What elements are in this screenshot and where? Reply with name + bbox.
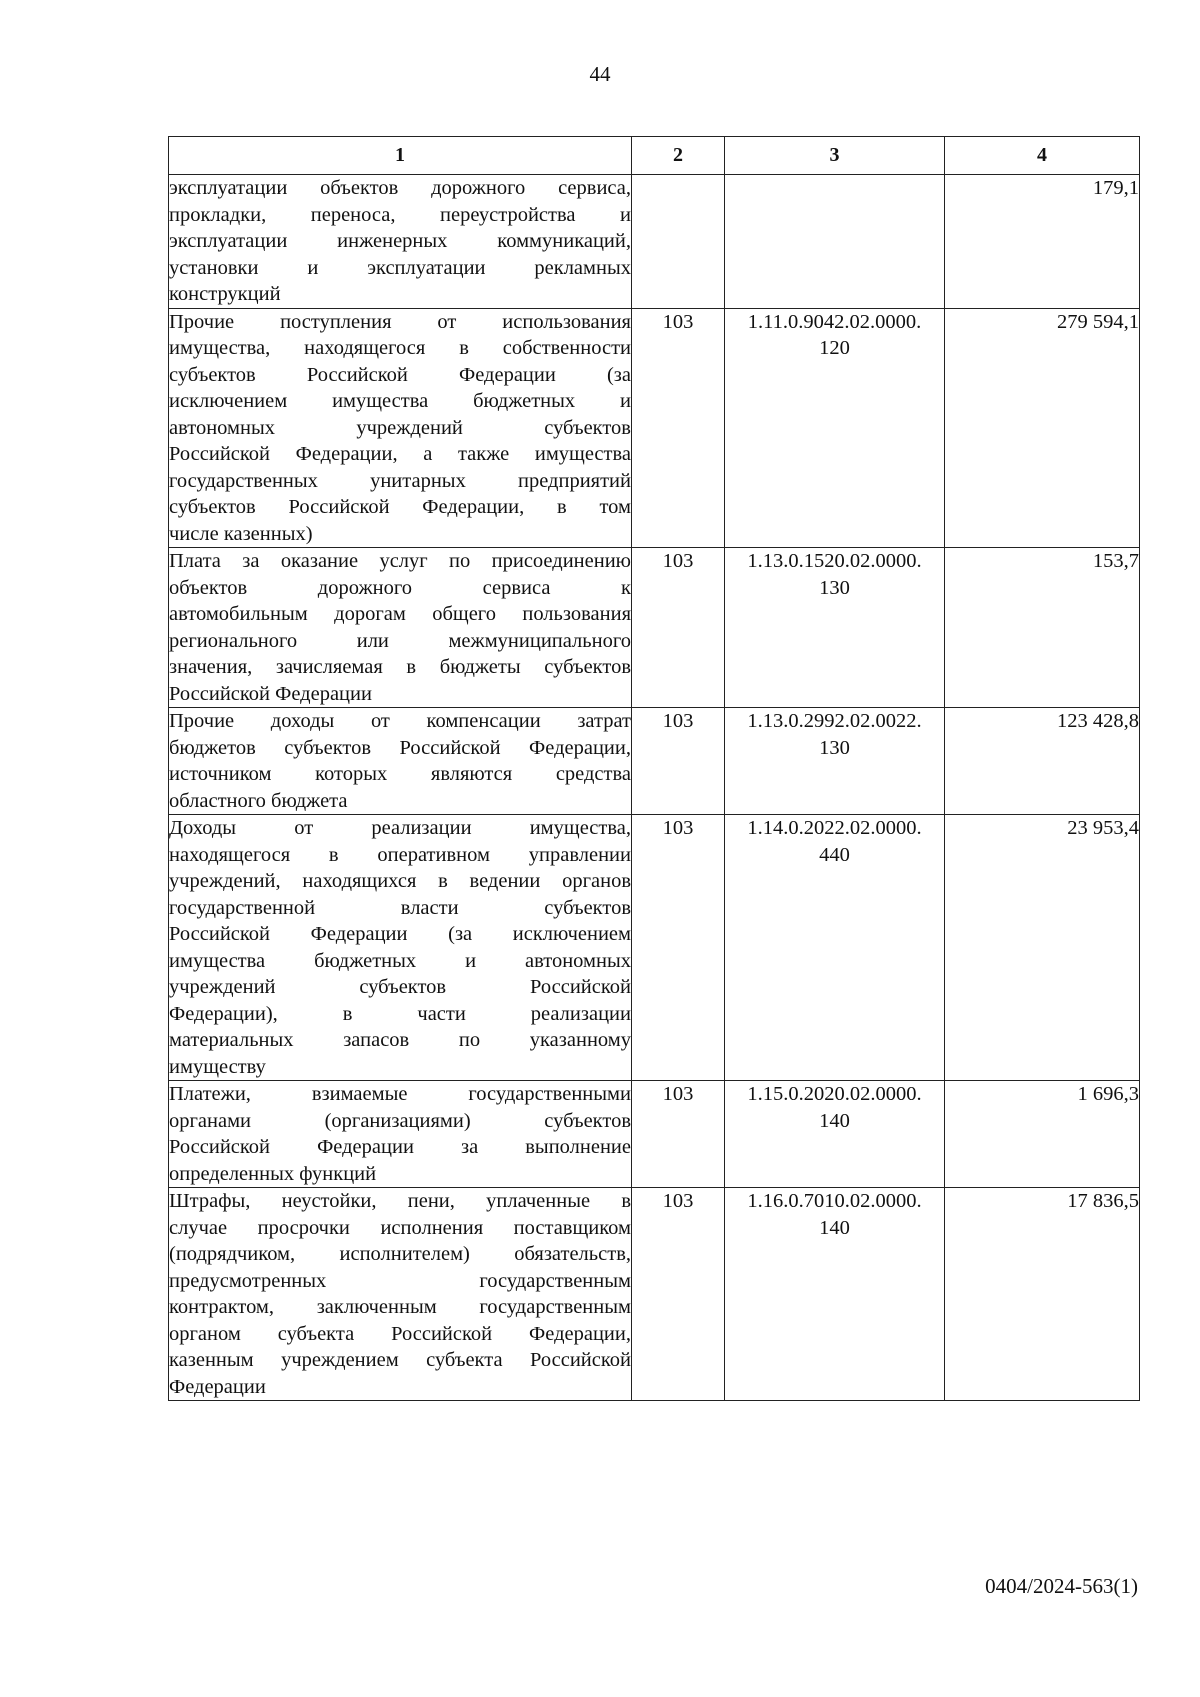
- revenue-name-line: исключением имущества бюджетных и: [169, 390, 631, 412]
- revenue-name-line: (подрядчиком, исполнителем) обязательств,: [169, 1243, 631, 1265]
- column-header-2: 2: [632, 137, 725, 175]
- amount-cell: 17 836,5: [945, 1188, 1140, 1401]
- revenue-name-line: Российской Федерации: [169, 682, 372, 705]
- amount-cell: 1 696,3: [945, 1081, 1140, 1188]
- column-header-4: 4: [945, 137, 1140, 175]
- revenue-name-line: учреждений, находящихся в ведении органов: [169, 870, 631, 892]
- column-header-3: 3: [725, 137, 945, 175]
- classification-code-line: 1.15.0.2020.02.0000.: [747, 1083, 922, 1105]
- administrator-code-cell: 103: [632, 548, 725, 708]
- classification-code-cell: [725, 308, 945, 548]
- revenue-name-line: материальных запасов по указанному: [169, 1029, 631, 1051]
- classification-code-line: 440: [819, 843, 850, 866]
- administrator-code-cell: 103: [632, 708, 725, 815]
- revenue-name-line: государственной власти субъектов: [169, 896, 631, 919]
- amount-cell: 23 953,4: [945, 815, 1140, 1081]
- revenue-name-line: имуществу: [169, 1055, 266, 1078]
- classification-code-line: 130: [819, 736, 850, 759]
- classification-code-line: 1.16.0.7010.02.0000.: [747, 1190, 922, 1212]
- table-row: [169, 175, 1140, 309]
- revenue-name-line: контрактом, заключенным государственным: [169, 1296, 631, 1318]
- administrator-code-cell: [632, 175, 725, 309]
- revenue-name-cell: [169, 708, 632, 815]
- classification-code-cell: [725, 548, 945, 708]
- revenue-name-line: Прочие доходы от компенсации затрат: [169, 710, 631, 732]
- classification-code-line: 1.14.0.2022.02.0000.: [747, 817, 922, 839]
- classification-code-line: 140: [819, 1216, 850, 1239]
- classification-code-line: 130: [819, 576, 850, 599]
- revenue-name-line: Прочие поступления от использования: [169, 310, 631, 333]
- page-number: 44: [589, 62, 611, 86]
- revenue-name-line: случае просрочки исполнения поставщиком: [169, 1216, 631, 1239]
- administrator-code-cell: 103: [632, 1081, 725, 1188]
- amount-cell: 153,7: [945, 548, 1140, 708]
- revenue-name-cell: [169, 548, 632, 708]
- table-row: [169, 708, 1140, 815]
- revenue-name-line: органами (организациями) субъектов: [169, 1109, 631, 1132]
- classification-code-line: 120: [819, 337, 850, 359]
- revenue-name-line: бюджетов субъектов Российской Федерации,: [169, 736, 631, 759]
- revenue-name-line: Плата за оказание услуг по присоединению: [169, 550, 631, 572]
- table-row: [169, 815, 1140, 1081]
- revenue-name-line: субъектов Российской Федерации (за: [169, 363, 631, 386]
- classification-code-cell: [725, 1188, 945, 1401]
- revenue-name-line: предусмотренных государственным: [169, 1269, 631, 1292]
- administrator-code-cell: 103: [632, 308, 725, 548]
- revenue-name-line: Доходы от реализации имущества,: [169, 817, 631, 839]
- document-code: 0404/2024-563(1): [985, 1574, 1138, 1598]
- table-row: [169, 1081, 1140, 1188]
- classification-code-line: 1.13.0.1520.02.0000.: [747, 550, 922, 572]
- classification-code-cell: [725, 1081, 945, 1188]
- revenue-name-cell: [169, 175, 632, 309]
- amount-cell: 123 428,8: [945, 708, 1140, 815]
- classification-code-line: 1.13.0.2992.02.0022.: [747, 710, 922, 732]
- table-body: [169, 175, 1140, 1401]
- revenue-name-line: Российской Федерации (за исключением: [169, 923, 631, 945]
- revenue-name-line: автономных учреждений субъектов: [169, 416, 631, 439]
- revenue-name-line: Штрафы, неустойки, пени, уплаченные в: [169, 1190, 631, 1212]
- column-header-1: 1: [169, 137, 632, 175]
- amount-cell: 279 594,1: [945, 308, 1140, 548]
- revenue-name-line: эксплуатации объектов дорожного сервиса,: [169, 177, 631, 199]
- revenue-name-line: автомобильным дорогам общего пользования: [169, 603, 631, 625]
- revenue-name-line: Федерации), в части реализации: [169, 1002, 631, 1025]
- revenue-name-line: определенных функций: [169, 1162, 377, 1185]
- classification-code-line: 140: [819, 1109, 850, 1132]
- revenue-name-line: объектов дорожного сервиса к: [169, 576, 631, 599]
- revenue-name-cell: [169, 1188, 632, 1401]
- revenue-name-line: имущества, находящегося в собственности: [169, 337, 631, 359]
- revenue-name-line: органом субъекта Российской Федерации,: [169, 1322, 631, 1345]
- revenue-name-line: числе казенных): [169, 522, 313, 545]
- classification-code-cell: [725, 815, 945, 1081]
- revenue-name-line: государственных унитарных предприятий: [169, 469, 631, 492]
- revenue-name-line: установки и эксплуатации рекламных: [169, 256, 631, 279]
- classification-code-line: 1.11.0.9042.02.0000.: [747, 310, 922, 333]
- revenue-name-cell: [169, 815, 632, 1081]
- table-header-row: [169, 137, 1140, 175]
- revenue-name-line: субъектов Российской Федерации, в том: [169, 496, 631, 518]
- revenue-name-line: регионального или межмуниципального: [169, 629, 631, 652]
- revenue-name-line: источником которых являются средства: [169, 763, 631, 785]
- classification-code-cell: [725, 175, 945, 309]
- administrator-code-cell: 103: [632, 815, 725, 1081]
- revenue-name-cell: [169, 1081, 632, 1188]
- revenue-name-line: Федерации: [169, 1375, 266, 1398]
- revenue-name-line: конструкций: [169, 283, 281, 305]
- administrator-code-cell: 103: [632, 1188, 725, 1401]
- classification-code-cell: [725, 708, 945, 815]
- amount-cell: 179,1: [945, 175, 1140, 309]
- revenue-table: [168, 136, 1140, 1401]
- revenue-name-line: имущества бюджетных и автономных: [169, 949, 631, 972]
- revenue-name-line: значения, зачисляемая в бюджеты субъектов: [169, 656, 631, 678]
- revenue-name-line: Российской Федерации за выполнение: [169, 1136, 631, 1158]
- revenue-name-line: Российской Федерации, а также имущества: [169, 443, 631, 465]
- revenue-name-line: эксплуатации инженерных коммуникаций,: [169, 230, 631, 252]
- revenue-name-line: находящегося в оперативном управлении: [169, 843, 631, 866]
- revenue-name-cell: [169, 308, 632, 548]
- table-row: [169, 548, 1140, 708]
- table-row: [169, 1188, 1140, 1401]
- table-row: [169, 308, 1140, 548]
- revenue-name-line: областного бюджета: [169, 789, 348, 812]
- revenue-name-line: казенным учреждением субъекта Российской: [169, 1349, 631, 1371]
- revenue-name-line: прокладки, переноса, переустройства и: [169, 203, 631, 226]
- revenue-name-line: учреждений субъектов Российской: [169, 976, 631, 998]
- revenue-name-line: Платежи, взимаемые государственными: [169, 1083, 631, 1105]
